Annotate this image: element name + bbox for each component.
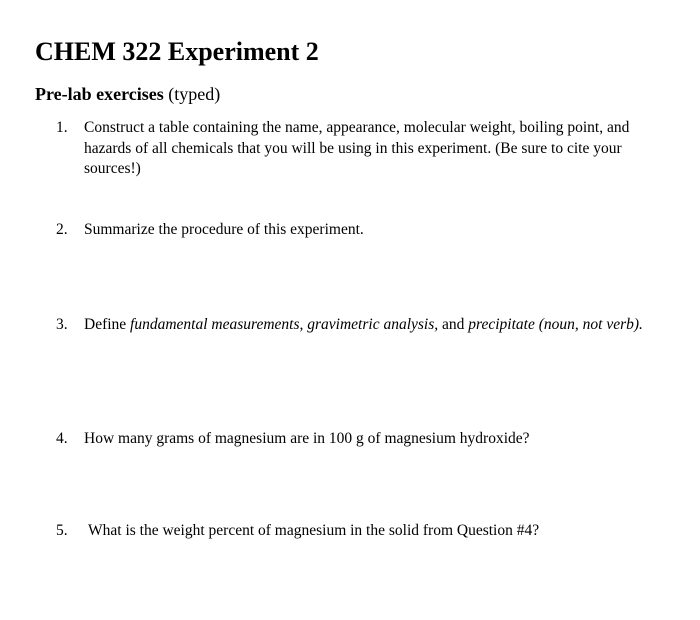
- question-text: Construct a table containing the name, appearance, molecular weight, boiling point, and hazards of all chemicals that you will be using in this experiment. (Be sure to cite your sources!): [84, 119, 630, 177]
- question-text-join: and: [438, 316, 469, 333]
- page-title: CHEM 322 Experiment 2: [35, 37, 319, 66]
- question-4: [56, 429, 676, 450]
- question-number: 2.: [56, 221, 68, 238]
- question-3: [56, 315, 676, 336]
- question-2: [56, 220, 676, 241]
- section-heading-note: (typed): [168, 84, 221, 104]
- question-text: How many grams of magnesium are in 100 g of magnesium hydroxide?: [84, 430, 530, 447]
- question-text: What is the weight percent of magnesium in the solid from Question #4?: [88, 522, 540, 539]
- question-number: 4.: [56, 430, 68, 447]
- question-term-precipitate: precipitate (noun, not verb).: [468, 316, 643, 333]
- question-text: Summarize the procedure of this experiment.: [84, 221, 364, 238]
- question-number: 1.: [56, 119, 68, 136]
- question-text-lead: Define: [84, 316, 131, 333]
- question-term-list: fundamental measurements, gravimetric analysis,: [130, 316, 439, 333]
- question-number: 3.: [56, 316, 68, 333]
- section-heading-label: Pre-lab exercises: [35, 84, 164, 104]
- question-1: [56, 118, 676, 180]
- section-heading: [35, 82, 220, 106]
- question-5: [56, 521, 676, 542]
- question-number: 5.: [56, 522, 68, 539]
- question-text: [84, 315, 676, 336]
